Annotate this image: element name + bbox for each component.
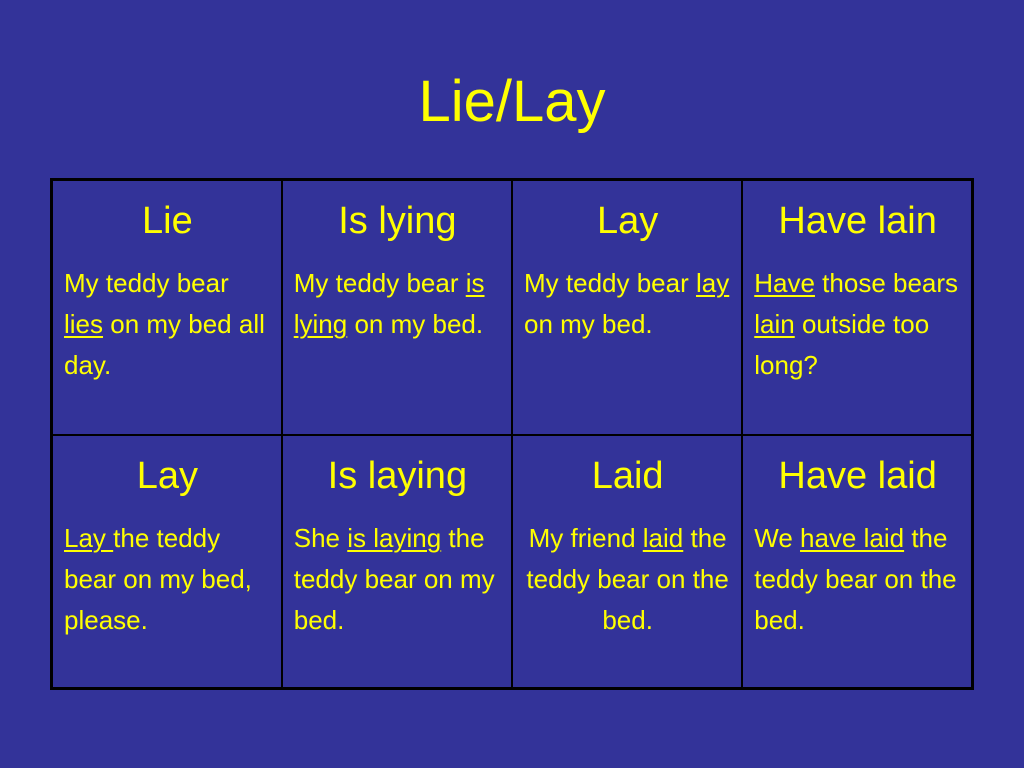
lie-lay-table — [50, 178, 974, 690]
example-text: the teddy bear on my bed, please. — [64, 523, 252, 635]
table-cell — [512, 180, 742, 436]
example-text: She — [293, 523, 348, 553]
cell-heading: Is laying — [327, 455, 468, 497]
table-cell — [282, 180, 512, 436]
underlined-verb: is laying — [347, 523, 442, 553]
underlined-verb: Lay — [64, 523, 114, 553]
table-cell — [512, 435, 742, 689]
underlined-verb: is lying — [293, 268, 485, 339]
table-cell — [52, 180, 282, 436]
slide-title: Lie/Lay — [418, 69, 606, 134]
example-text: the teddy bear on my bed. — [293, 523, 495, 635]
cell-example — [64, 263, 271, 386]
example-text: the teddy bear on the bed. — [526, 523, 729, 635]
cell-heading: Have lain — [778, 200, 937, 242]
example-text: My teddy bear — [64, 268, 229, 298]
table-cell — [52, 435, 282, 689]
example-text: on my bed. — [524, 309, 653, 339]
underlined-verb: lies — [64, 309, 104, 339]
cell-heading: Laid — [591, 455, 664, 497]
underlined-verb: lain — [754, 309, 795, 339]
table-cell — [742, 435, 972, 689]
table-row — [52, 435, 973, 689]
example-text: We — [754, 523, 801, 553]
example-text: those bears — [814, 268, 959, 298]
cell-heading: Lay — [136, 455, 199, 497]
table-row — [52, 180, 973, 436]
underlined-verb: laid — [642, 523, 684, 553]
cell-example — [294, 518, 501, 641]
underlined-verb: Have — [754, 268, 815, 298]
example-text: My teddy bear — [524, 268, 696, 298]
example-text: My friend — [528, 523, 643, 553]
cell-heading: Lay — [596, 200, 659, 242]
example-text: on my bed. — [347, 309, 484, 339]
cell-example — [524, 263, 731, 345]
table-cell — [282, 435, 512, 689]
cell-example — [754, 518, 961, 641]
cell-example — [294, 263, 501, 345]
cell-heading: Lie — [142, 200, 193, 242]
example-text: the teddy bear on the bed. — [754, 523, 957, 635]
underlined-verb: have laid — [800, 523, 905, 553]
cell-example — [524, 518, 731, 641]
table-cell — [742, 180, 972, 436]
cell-example — [64, 518, 271, 641]
example-text: My teddy bear — [293, 268, 466, 298]
cell-heading: Have laid — [778, 455, 937, 497]
cell-heading: Is lying — [338, 200, 457, 242]
example-text: outside too long? — [754, 309, 930, 380]
example-text: on my bed all day. — [64, 309, 265, 380]
cell-example — [754, 263, 961, 386]
underlined-verb: lay — [695, 268, 730, 298]
